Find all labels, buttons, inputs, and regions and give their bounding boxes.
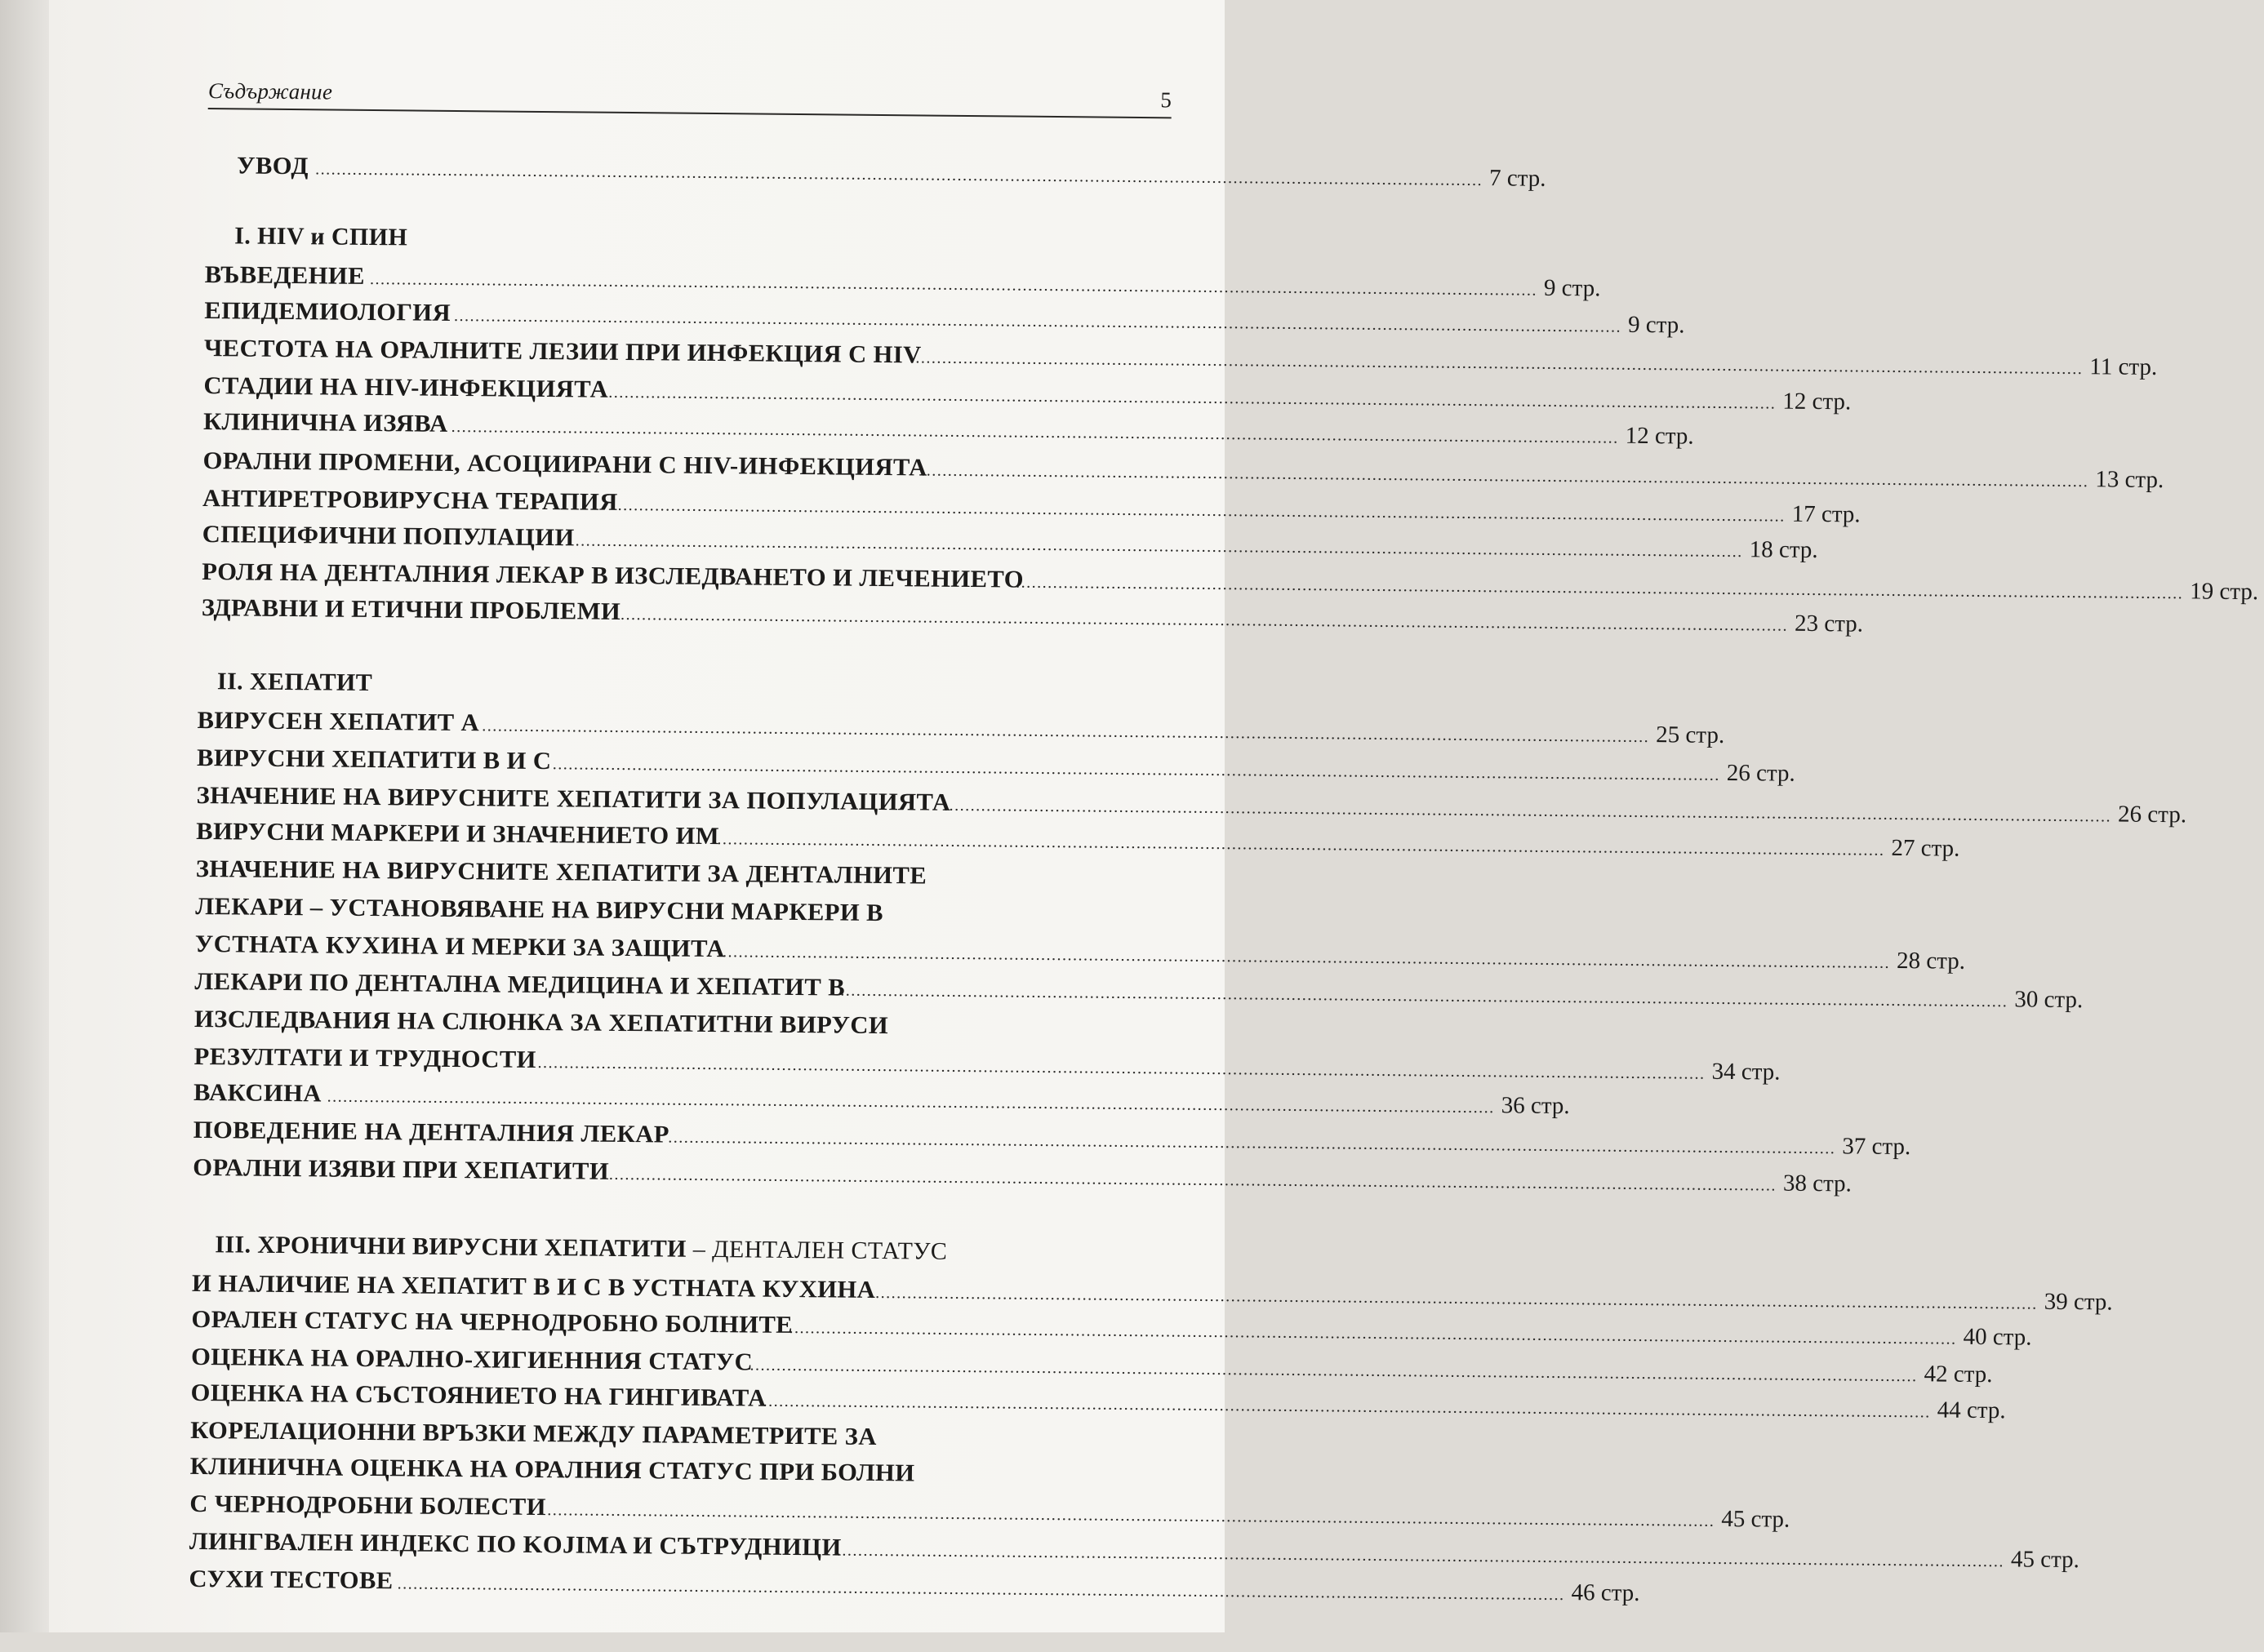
book-page [49,0,2259,1632]
leader-dots: ............................................................................................................................................................................................................................ [915,349,2084,379]
section-heading-subtitle: – ДЕНТАЛЕН СТАТУС [686,1235,948,1265]
leader-dots: ............................................................................................................................................................................................................................ [397,1574,1565,1605]
section-heading [215,1231,947,1271]
toc-entry-label: ЧЕСТОТА НА ОРАЛНИТЕ ЛЕЗИИ ПРИ ИНФЕКЦИЯ С HIV [203,335,922,369]
toc-entry-label: СТАДИИ НА HIV-ИНФЕКЦИЯТА [203,372,609,403]
toc-entry-page: 25 стр. [1656,722,1725,748]
toc-entry-page: 45 стр. [2010,1546,2079,1574]
toc-entry-label: ОРАЛНИ ИЗЯВИ ПРИ ХЕПАТИТИ [193,1153,610,1185]
toc-entry-label: ВЪВЕДЕНИЕ [204,261,366,290]
toc-entry-label: ЗДРАВНИ И ЕТИЧНИ ПРОБЛЕМИ [201,594,621,625]
toc-entry-page: 11 стр. [2089,353,2158,380]
toc-entry-label: ПОВЕДЕНИЕ НА ДЕНТАЛНИЯ ЛЕКАР [193,1116,669,1148]
toc-entry [190,1379,2006,1424]
toc-entry-page: 26 стр. [2117,801,2187,828]
leader-dots: ............................................................................................................................................................................................................................ [617,495,1786,526]
toc-entry [193,1153,1853,1197]
toc-entry-label: ВИРУСНИ ХЕПАТИТИ В И С [196,744,552,775]
toc-entry-label: ЗНАЧЕНИЕ НА ВИРУСНИТЕ ХЕПАТИТИ ЗА ДЕНТАЛНИТЕ [195,855,927,890]
toc-entry-page: 19 стр. [2190,578,2259,606]
leader-dots: ............................................................................................................................................................................................................................ [482,717,1650,747]
toc-entry [204,297,1685,339]
leader-dots: ............................................................................................................................................................................................................................ [1016,573,2184,603]
toc-entry [196,744,1795,787]
toc-entry-page: 12 стр. [1625,422,1694,450]
toc-entry [194,930,1966,975]
toc-entry-page: 17 стр. [1791,500,1861,528]
toc-entry-label: РЕЗУЛТАТИ И ТРУДНОСТИ [193,1042,537,1073]
toc-entry-label: КЛИНИЧНА ИЗЯВА [202,408,448,437]
leader-dots: ............................................................................................................................................................................................................................ [552,755,1720,784]
toc-entry-label: И НАЛИЧИЕ НА ХЕПАТИТ В И С В УСТНАТА КУХИНА [191,1269,876,1303]
leader-dots: ............................................................................................................................................................................................................................ [717,830,1885,859]
toc-entry-page: 30 стр. [2014,986,2084,1014]
toc-entry [202,521,1818,564]
toc-entry-label: СПЕЦИФИЧНИ ПОПУЛАЦИИ [202,521,575,552]
toc-entry [191,1305,2032,1351]
toc-entry-page: 26 стр. [1726,759,1795,787]
toc-entry-page: 36 стр. [1501,1092,1570,1120]
toc-entry [193,1042,1781,1086]
leader-dots: ............................................................................................................................................................................................................................ [763,1392,1931,1422]
toc-entry [193,1078,1570,1121]
toc-entry-label: КОРЕЛАЦИОННИ ВРЪЗКИ МЕЖДУ ПАРАМЕТРИТЕ ЗА [190,1416,877,1450]
toc-entry-label: ВИРУСНИ МАРКЕРИ И ЗНАЧЕНИЕТО ИМ [196,817,720,850]
section-heading: I. HIV и СПИН [234,222,408,251]
toc-entry-page: 45 стр. [1721,1505,1790,1533]
leader-dots: ............................................................................................................................................................................................................................ [668,1128,1836,1158]
toc-entry [196,781,2187,828]
toc-entry [191,1269,2113,1316]
toc-entry-line [190,1453,1154,1494]
leader-dots: ............................................................................................................................................................................................................................ [749,1356,1918,1386]
leader-dots: ............................................................................................................................................................................................................................ [836,1541,2004,1571]
leader-dots: ............................................................................................................................................................................................................................ [575,531,1743,562]
toc-entry [201,594,1864,637]
toc-entry-page: 27 стр. [1891,834,1960,862]
leader-dots: ............................................................................................................................................................................................................................ [369,269,1538,300]
toc-entry [190,1343,1993,1388]
toc-entry [236,152,1546,193]
toc-entry-page: 37 стр. [1842,1133,1911,1161]
toc-entry-label: ВАКСИНА [193,1078,322,1108]
toc-entry-page: 9 стр. [1543,274,1601,302]
toc-entry [194,967,2084,1014]
toc-entry-page: 28 стр. [1896,947,1966,975]
toc-entry-line [195,893,1159,935]
toc-entry [189,1490,1790,1533]
toc-entry [189,1527,2079,1574]
toc-entry [197,706,1725,748]
toc-entry-label: УСТНАТА КУХИНА И МЕРКИ ЗА ЗАЩИТА [194,930,726,963]
toc-entry-label: ЛЕКАРИ – УСТАНОВЯВАНЕ НА ВИРУСНИ МАРКЕРИ В [195,892,884,927]
toc-entry-page: 9 стр. [1627,311,1685,339]
toc-entry-label: АНТИРЕТРОВИРУСНА ТЕРАПИЯ [202,485,618,516]
toc-entry-label: ОЦЕНКА НА СЪСТОЯНИЕТО НА ГИНГИВАТА [190,1379,767,1412]
toc-entry-page: 34 стр. [1711,1058,1781,1086]
toc-entry-line [190,1417,1154,1459]
leader-dots: ............................................................................................................................................................................................................................ [870,1283,2038,1313]
leader-dots: ............................................................................................................................................................................................................................ [608,383,1777,413]
toc-entry [202,485,1861,528]
leader-dots: ............................................................................................................................................................................................................................ [327,1087,1495,1117]
toc-entry-label: СУХИ ТЕСТОВЕ [189,1565,394,1595]
toc-entry [202,447,2164,494]
section-heading-title: III. ХРОНИЧНИ ВИРУСНИ ХЕПАТИТИ [215,1231,687,1263]
page-number: 5 [1160,87,1172,113]
toc-entry-label: ЛЕКАРИ ПО ДЕНТАЛНА МЕДИЦИНА И ХЕПАТИТ В [194,967,846,1001]
leader-dots: ............................................................................................................................................................................................................................ [620,605,1789,635]
toc-entry-page: 44 стр. [1937,1397,2006,1424]
toc-entry [189,1565,1640,1607]
toc-entry-label: ИЗСЛЕДВАНИЯ НА СЛЮНКА ЗА ХЕПАТИТНИ ВИРУСИ [193,1005,889,1040]
leader-dots: ............................................................................................................................................................................................................................ [789,1318,1957,1348]
leader-dots: ............................................................................................................................................................................................................................ [840,981,2008,1011]
toc-entry [204,261,1601,303]
toc-entry-label: ОРАЛНИ ПРОМЕНИ, АСОЦИИРАНИ С HIV-ИНФЕКЦИЯТА [202,447,927,482]
toc-entry [203,372,1852,415]
leader-dots: ............................................................................................................................................................................................................................ [453,306,1622,336]
book-gutter [0,0,49,1632]
toc-entry-label: ВИРУСЕН ХЕПАТИТ А [197,706,480,737]
toc-entry [202,558,2259,606]
toc-entry-page: 40 стр. [1963,1323,2032,1351]
toc-entry-label: РОЛЯ НА ДЕНТАЛНИЯ ЛЕКАР В ИЗСЛЕДВАНЕТО И ЛЕЧЕНИЕТО [202,558,1025,593]
toc-entry-line [196,855,1159,897]
toc-entry-label: С ЧЕРНОДРОБНИ БОЛЕСТИ [189,1490,547,1521]
toc-entry [196,817,1960,862]
leader-dots: ............................................................................................................................................................................................................................ [921,461,2089,491]
toc-entry-page: 18 стр. [1749,536,1818,564]
section-heading: II. ХЕПАТИТ [216,668,373,697]
toc-entry-page: 7 стр. [1488,165,1546,192]
leader-dots: ............................................................................................................................................................................................................................ [537,1053,1706,1083]
header-rule [208,108,1172,118]
toc-entry-label: ЕПИДЕМИОЛОГИЯ [204,297,451,326]
toc-entry-page: 39 стр. [2044,1288,2113,1316]
toc-entry-label: ЗНАЧЕНИЕ НА ВИРУСНИТЕ ХЕПАТИТИ ЗА ПОПУЛАЦИЯТА [196,781,951,816]
leader-dots: ............................................................................................................................................................................................................................ [722,943,1891,972]
toc-entry-page: 12 стр. [1782,388,1852,415]
toc-entry-label: ОРАЛЕН СТАТУС НА ЧЕРНОДРОБНО БОЛНИТЕ [191,1305,794,1339]
running-title: Съдържание [207,78,333,104]
toc-entry [203,335,2158,380]
toc-entry-label: ОЦЕНКА НА ОРАЛНО-ХИГИЕННИЯ СТАТУС [190,1343,754,1376]
toc-entry [193,1116,1911,1161]
toc-entry-label: КЛИНИЧНА ОЦЕНКА НА ОРАЛНИЯ СТАТУС ПРИ БОЛНИ [189,1452,915,1487]
toc-entry-page: 46 стр. [1571,1579,1640,1606]
toc-entry-page: 13 стр. [2095,466,2164,494]
running-header [208,78,1172,115]
toc-entry-page: 23 стр. [1794,610,1864,637]
leader-dots: ............................................................................................................................................................................................................................ [608,1165,1777,1195]
toc-entry-line [194,1006,1158,1047]
leader-dots: ............................................................................................................................................................................................................................ [547,1501,1715,1530]
toc-entry-label: ЛИНГВАЛЕН ИНДЕКС ПО KOJIMA И СЪТРУДНИЦИ [189,1527,842,1561]
leader-dots: ............................................................................................................................................................................................................................ [451,417,1619,447]
leader-dots: ............................................................................................................................................................................................................................ [944,796,2112,826]
toc-entry [202,408,1694,450]
toc-entry-page: 38 стр. [1782,1170,1853,1197]
leader-dots: ............................................................................................................................................................................................................................ [315,160,1483,190]
toc-content [189,0,2259,1641]
toc-entry-page: 42 стр. [1924,1361,1993,1388]
toc-entry-label: УВОД [236,152,309,180]
